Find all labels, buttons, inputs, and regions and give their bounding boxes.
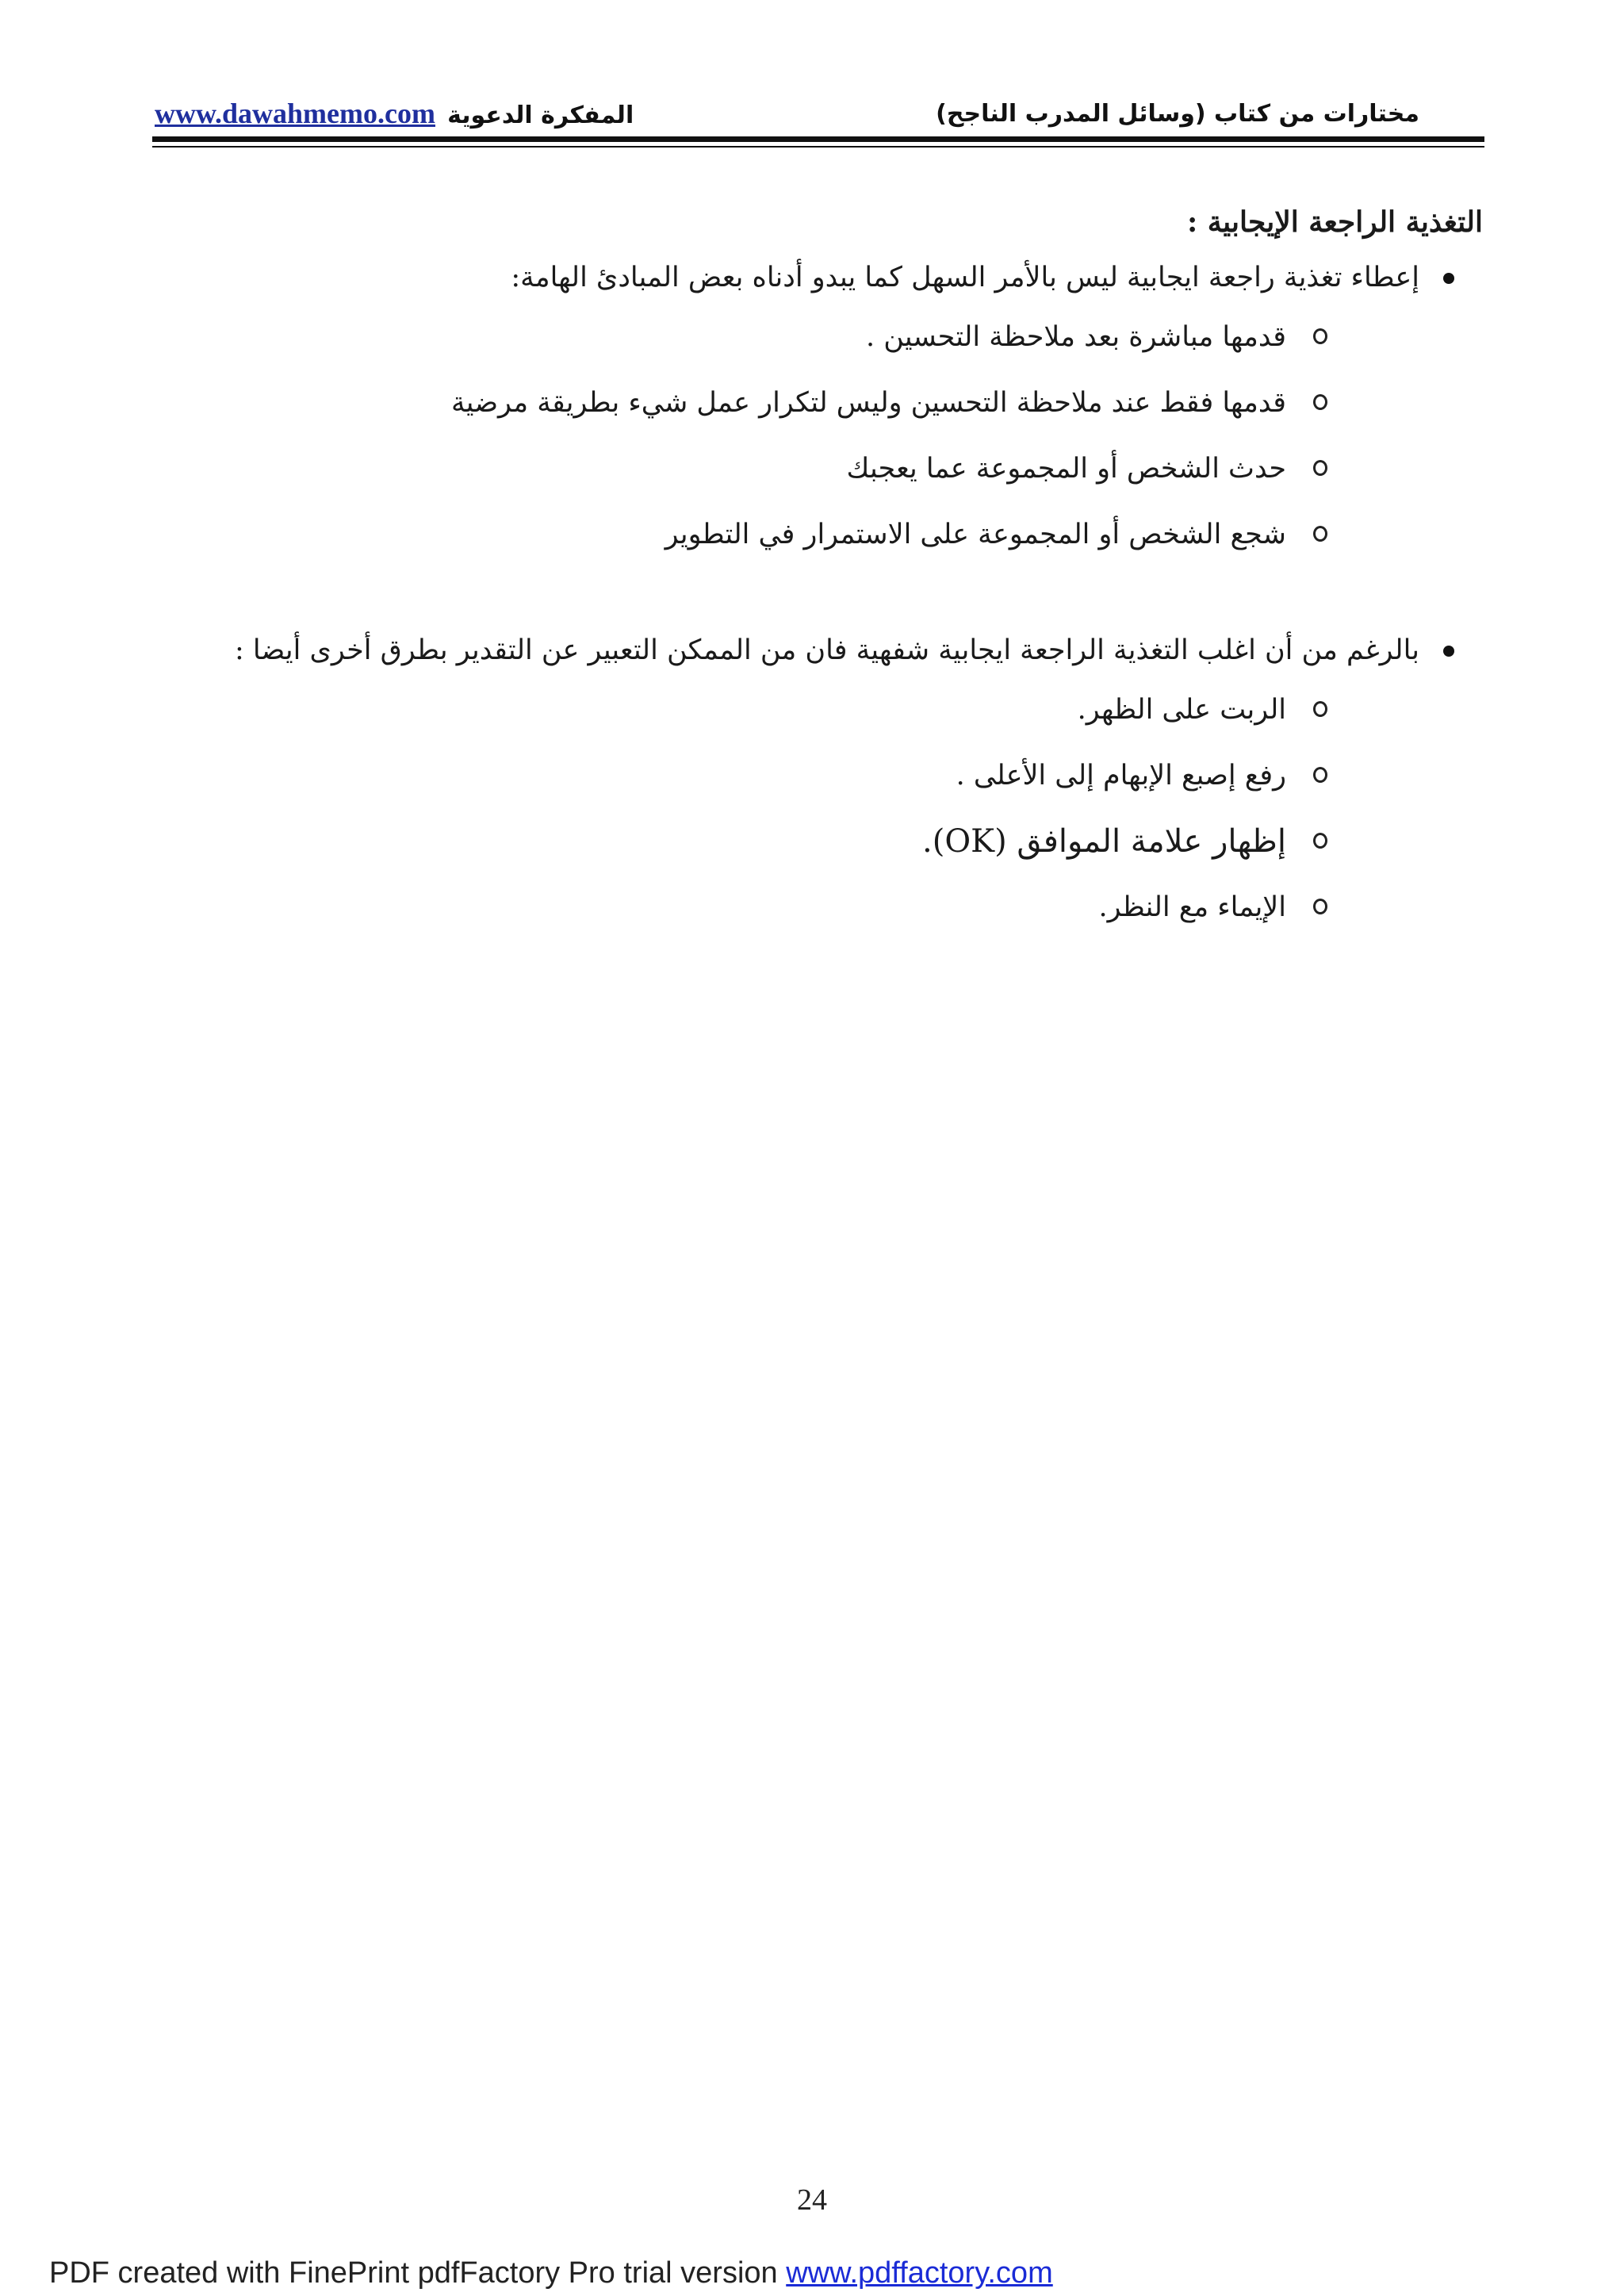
bullet-item <box>135 251 1483 305</box>
list-item <box>135 502 1483 568</box>
list-item <box>135 875 1483 941</box>
list-item-text: قدمها مباشرة بعد ملاحظة التحسين . <box>865 321 1286 353</box>
footer-link[interactable]: www.pdffactory.com <box>786 2256 1053 2290</box>
page-header <box>155 89 1483 136</box>
section-title: التغذية الراجعة الإيجابية : <box>1186 205 1483 239</box>
footer-text: PDF created with FinePrint pdfFactory Pro trial version <box>49 2256 778 2290</box>
document-body <box>135 198 1483 941</box>
list-item-text: رفع إصبع الإبهام إلى الأعلى . <box>956 760 1286 792</box>
list-item-text: شجع الشخص أو المجموعة على الاستمرار في التطوير <box>665 519 1286 550</box>
sub-list <box>135 305 1483 568</box>
circle-bullet-icon <box>1313 833 1327 849</box>
circle-bullet-icon <box>1313 526 1327 542</box>
site-name: المفكرة الدعوية <box>447 102 634 129</box>
list-item-text: الإيماء مع النظر. <box>1098 891 1286 923</box>
list-item <box>135 809 1483 875</box>
bullet-text: بالرغم من أن اغلب التغذية الراجعة ايجابية شفهية فان من الممكن التعبير عن التقدير بطرق أخرى أيضا : <box>234 634 1419 666</box>
header-rule-thin <box>152 146 1484 148</box>
list-item <box>135 677 1483 743</box>
header-rule-thick <box>152 136 1484 142</box>
list-item-text: قدمها فقط عند ملاحظة التحسين وليس لتكرار عمل شيء بطريقة مرضية <box>451 387 1286 419</box>
list-item <box>135 370 1483 436</box>
bullet-item <box>135 623 1483 677</box>
list-item <box>135 436 1483 502</box>
pdf-footer <box>49 2256 1053 2290</box>
circle-bullet-icon <box>1313 328 1327 344</box>
list-item-text: حدث الشخص أو المجموعة عما يعجبك <box>846 453 1286 485</box>
circle-bullet-icon <box>1313 767 1327 783</box>
list-item <box>135 743 1483 809</box>
circle-bullet-icon <box>1313 394 1327 410</box>
site-url-link[interactable]: www.dawahmemo.com <box>155 98 435 129</box>
circle-bullet-icon <box>1313 460 1327 476</box>
circle-bullet-icon <box>1313 701 1327 717</box>
sub-list <box>135 677 1483 941</box>
book-title: مختارات من كتاب (وسائل المدرب الناجح) <box>936 100 1419 128</box>
spacer <box>135 568 1483 623</box>
list-item <box>135 305 1483 370</box>
list-item-text: الربت على الظهر. <box>1077 694 1286 726</box>
list-item-text: إظهار علامة الموافق (OK). <box>922 823 1286 860</box>
site-credit <box>155 97 634 130</box>
bullet-dot-icon <box>1443 273 1454 284</box>
bullet-text: إعطاء تغذية راجعة ايجابية ليس بالأمر السهل كما يبدو أدناه بعض المبادئ الهامة: <box>511 262 1419 293</box>
page-number: 24 <box>797 2183 827 2217</box>
circle-bullet-icon <box>1313 899 1327 914</box>
bullet-dot-icon <box>1443 646 1454 657</box>
